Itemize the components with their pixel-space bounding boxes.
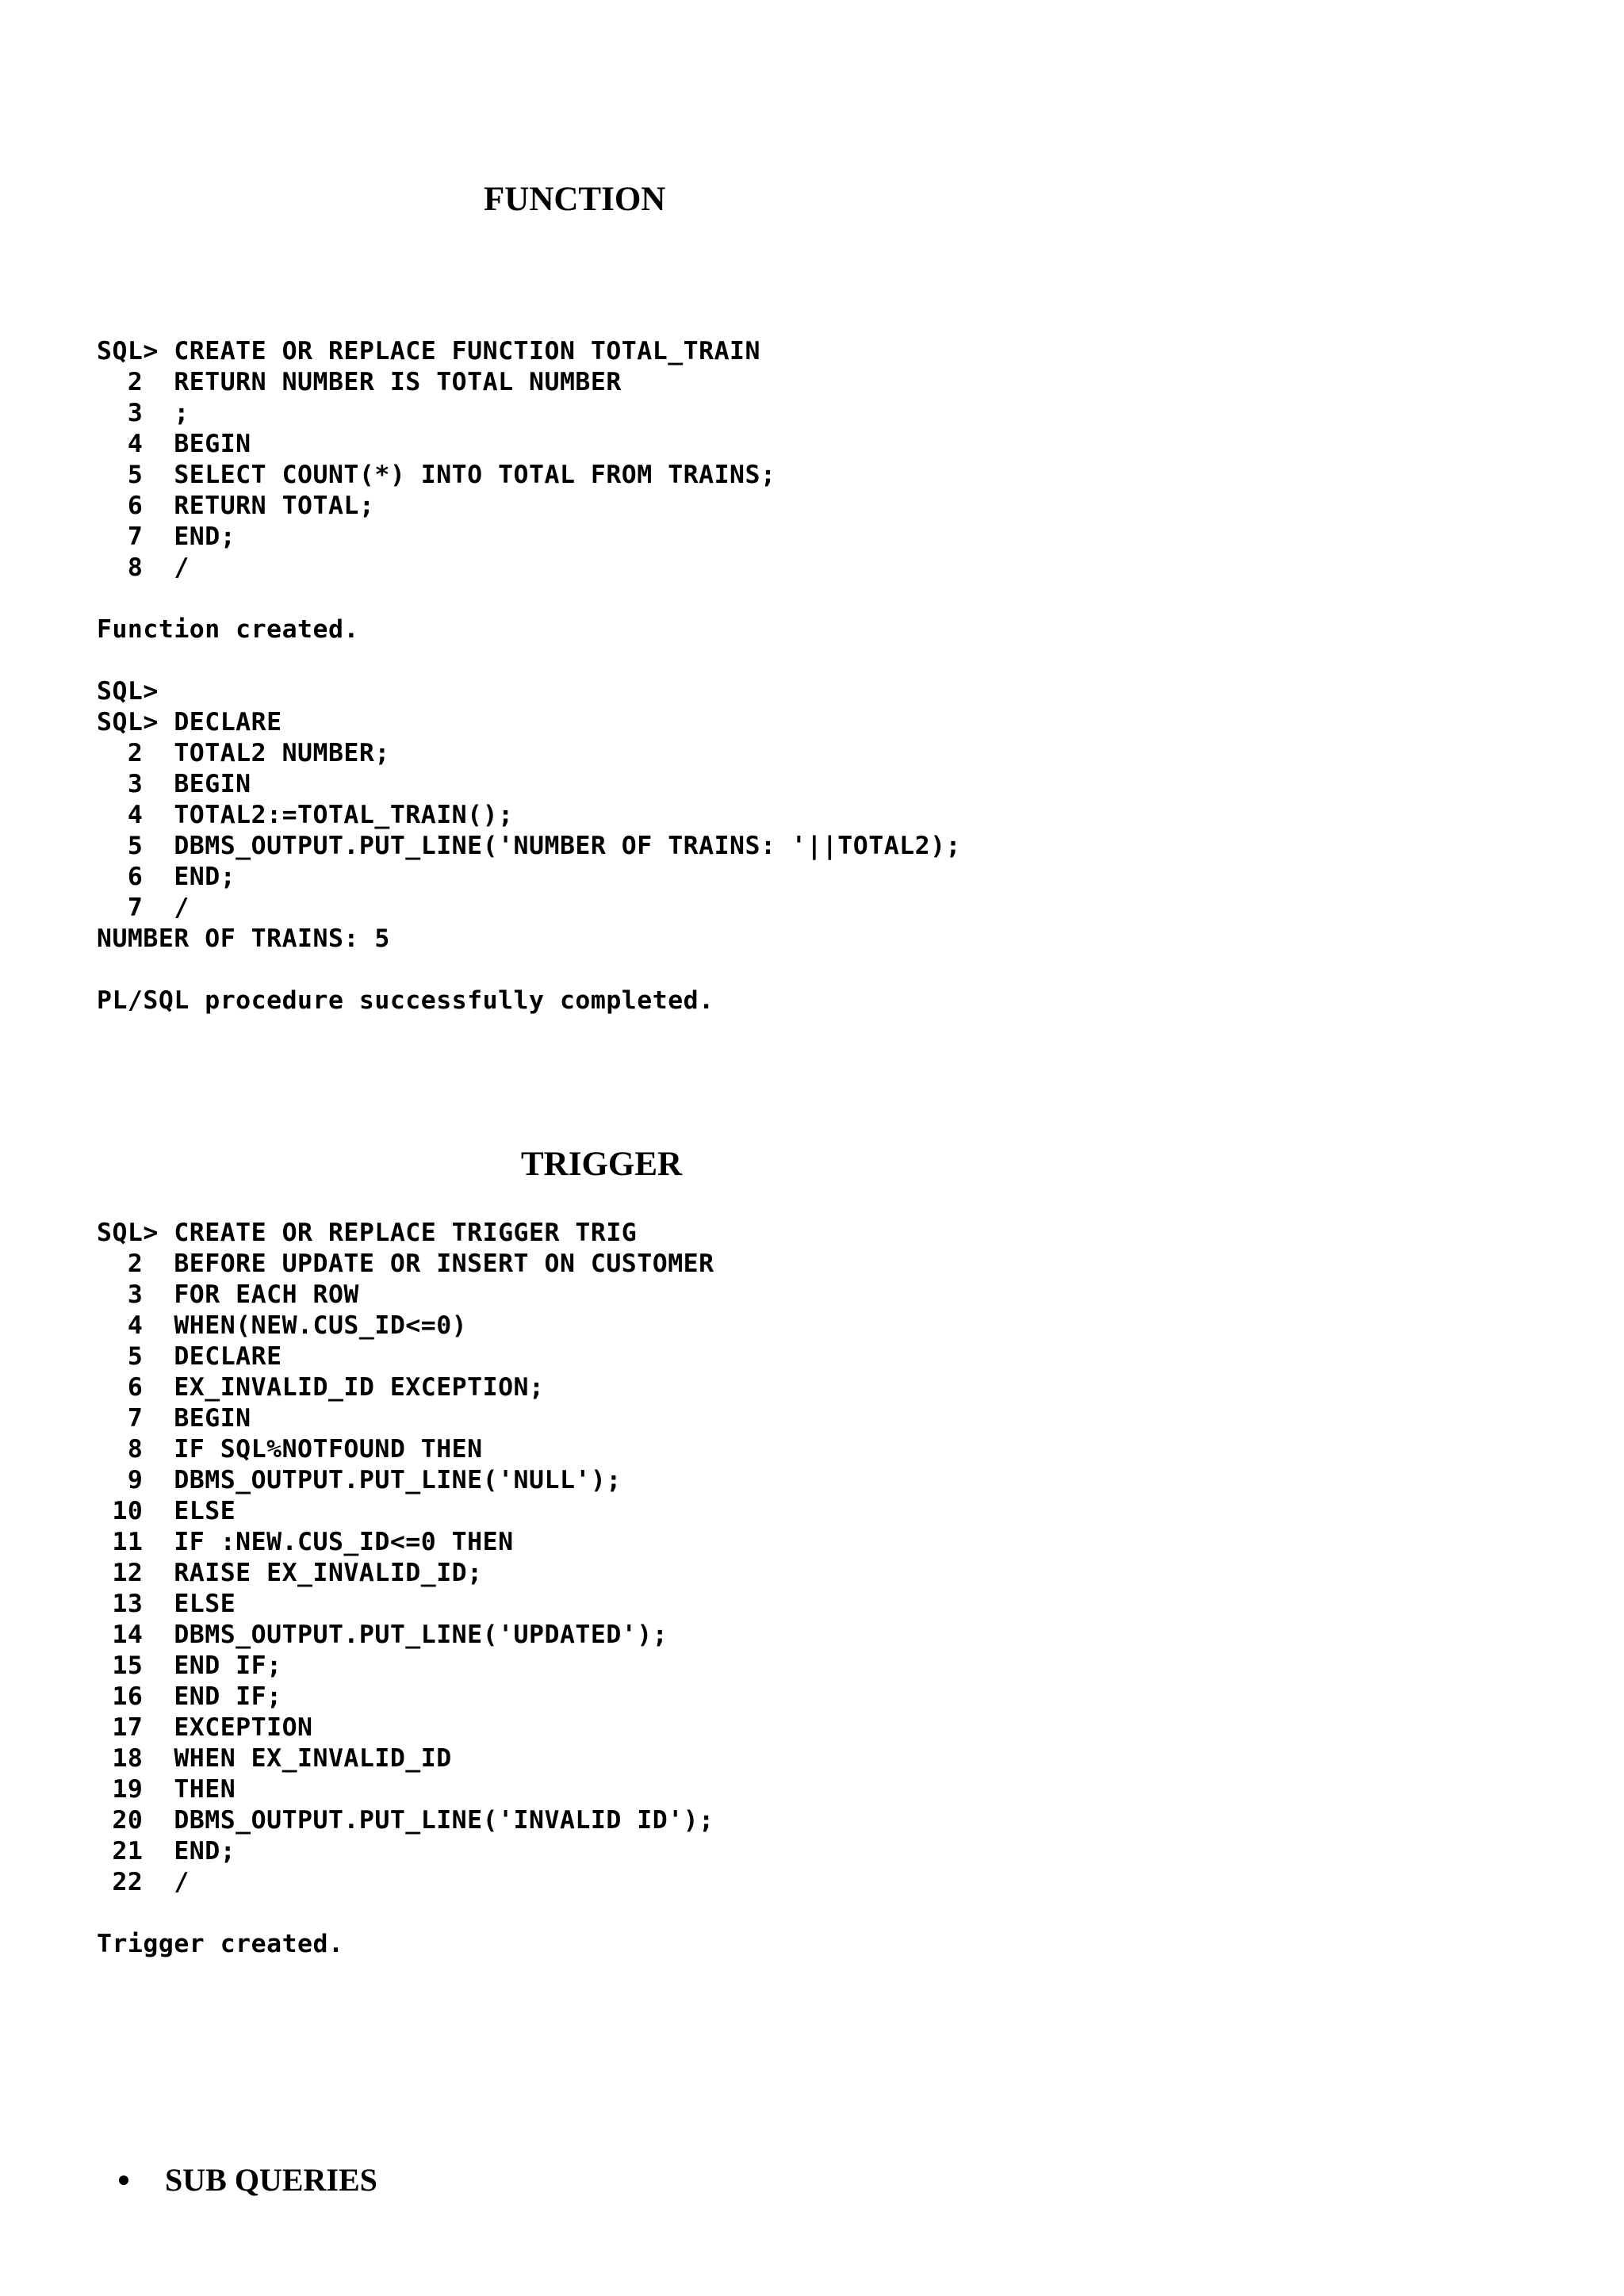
console-line [97, 1898, 714, 1929]
trigger-heading: TRIGGER [521, 1146, 683, 1183]
console-line: SQL> CREATE OR REPLACE FUNCTION TOTAL_TRAIN [97, 337, 760, 365]
console-line: 2 RETURN NUMBER IS TOTAL NUMBER [97, 368, 622, 396]
console-line: 15 END IF; [97, 1651, 282, 1680]
console-line: 5 DECLARE [97, 1342, 282, 1371]
console-line: 7 BEGIN [97, 1404, 251, 1433]
console-line: 17 EXCEPTION [97, 1713, 313, 1742]
bullet-item-label: SUB QUERIES [165, 2162, 377, 2198]
console-line [97, 955, 961, 985]
console-line: 4 WHEN(NEW.CUS_ID<=0) [97, 1311, 468, 1340]
console-line: SQL> CREATE OR REPLACE TRIGGER TRIG [97, 1219, 638, 1247]
bullet-icon [119, 2175, 128, 2185]
console-line: 5 SELECT COUNT(*) INTO TOTAL FROM TRAINS; [97, 461, 776, 489]
console-line: 5 DBMS_OUTPUT.PUT_LINE('NUMBER OF TRAINS: '||TOTAL2); [97, 832, 962, 860]
console-line: 12 RAISE EX_INVALID_ID; [97, 1559, 483, 1587]
console-line: 21 END; [97, 1837, 236, 1866]
console-line: 8 IF SQL%NOTFOUND THEN [97, 1435, 483, 1464]
function-heading: FUNCTION [484, 181, 666, 218]
console-line: 6 RETURN TOTAL; [97, 492, 375, 520]
bullet-list-item-sub-queries [119, 2164, 377, 2196]
console-line: 11 IF :NEW.CUS_ID<=0 THEN [97, 1528, 514, 1556]
console-line: NUMBER OF TRAINS: 5 [97, 924, 390, 953]
console-line: 3 BEGIN [97, 770, 251, 798]
console-line: 22 / [97, 1868, 190, 1896]
console-line: 16 END IF; [97, 1682, 282, 1711]
console-line: 19 THEN [97, 1775, 236, 1804]
console-line: 7 END; [97, 522, 236, 551]
console-line: 18 WHEN EX_INVALID_ID [97, 1744, 452, 1773]
console-line: 20 DBMS_OUTPUT.PUT_LINE('INVALID ID'); [97, 1806, 714, 1835]
console-line: 3 ; [97, 399, 190, 427]
console-line: 4 BEGIN [97, 430, 251, 458]
console-line: 2 BEFORE UPDATE OR INSERT ON CUSTOMER [97, 1249, 714, 1278]
console-line: 3 FOR EACH ROW [97, 1280, 359, 1309]
console-line: 8 / [97, 553, 190, 582]
console-line: PL/SQL procedure successfully completed. [97, 986, 714, 1015]
trigger-sql-console-output [97, 1218, 714, 1960]
console-line: 14 DBMS_OUTPUT.PUT_LINE('UPDATED'); [97, 1621, 668, 1649]
console-line: 9 DBMS_OUTPUT.PUT_LINE('NULL'); [97, 1466, 622, 1494]
console-line: Function created. [97, 615, 359, 644]
console-line: SQL> DECLARE [97, 708, 282, 737]
console-line [97, 584, 961, 614]
console-line: Trigger created. [97, 1930, 344, 1958]
console-line: 13 ELSE [97, 1590, 236, 1618]
console-line: 6 EX_INVALID_ID EXCEPTION; [97, 1373, 545, 1402]
console-line: 10 ELSE [97, 1497, 236, 1525]
console-line: 7 / [97, 894, 190, 922]
console-line: 2 TOTAL2 NUMBER; [97, 739, 390, 767]
function-sql-console-output [97, 336, 961, 1016]
console-line: 6 END; [97, 863, 236, 891]
console-line: 4 TOTAL2:=TOTAL_TRAIN(); [97, 801, 514, 829]
console-line [97, 645, 961, 676]
console-line: SQL> [97, 677, 159, 706]
